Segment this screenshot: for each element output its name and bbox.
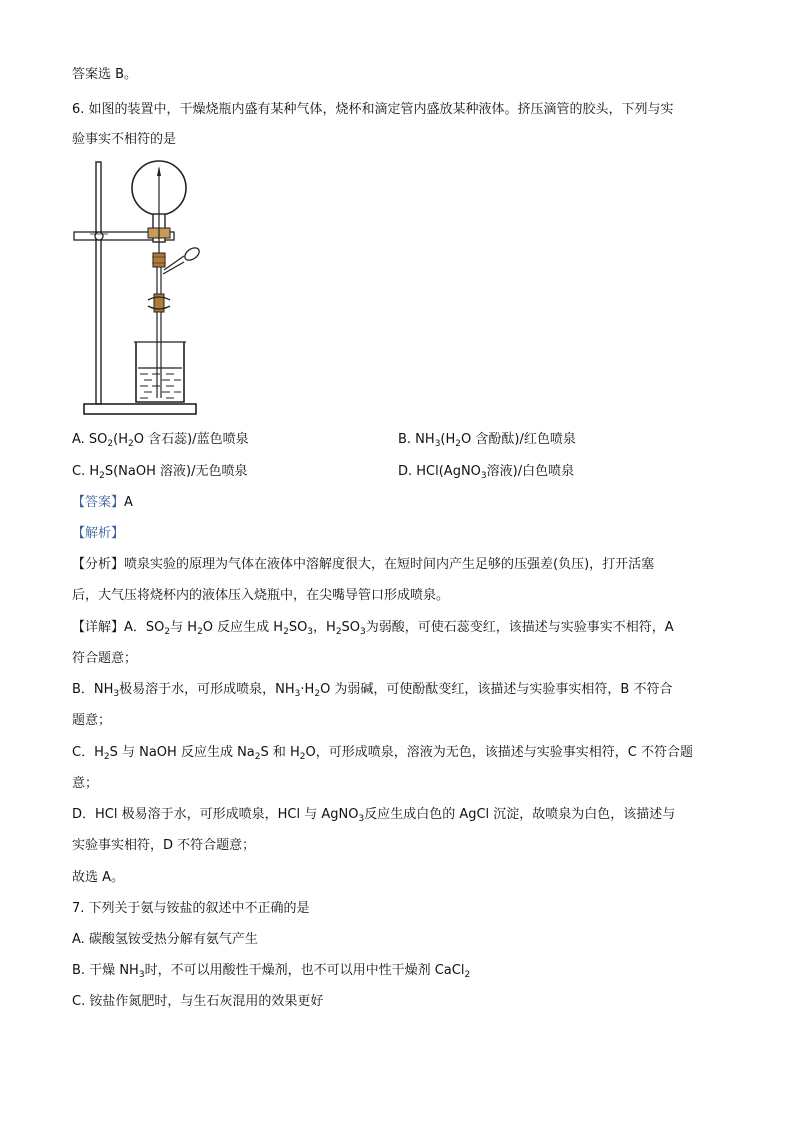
q6-option-d[interactable]: D. HCl(AgNO$_3$溶液)/白色喷泉 <box>398 464 575 481</box>
q7-option-a[interactable]: A. 碳酸氢铵受热分解有氨气产生 <box>72 932 258 947</box>
fenxi-line1: 【分析】喷泉实验的原理为气体在液体中溶解度很大，在短时间内产生足够的压强差(负压)，打开活塞 <box>72 557 655 572</box>
detail-b-line2: 题意； <box>72 713 112 728</box>
detail-b-line1: B．$NH_3$极易溶于水，可形成喷泉，$NH_3\cdot H_2O$ 为弱碱，可使酚酞变红，该描述与实验事实相符，B 不符合 <box>72 682 673 699</box>
detail-a-line2: 符合题意； <box>72 651 138 666</box>
q7-stem: 7. 下列关于氨与铵盐的叙述中不正确的是 <box>72 901 310 916</box>
q7-option-b[interactable]: B. 干燥 $NH_3$时，不可以用酸性干燥剂，也不可以用中性干燥剂 CaCl$_2$ <box>72 963 471 980</box>
beaker <box>136 342 184 402</box>
q7-option-c[interactable]: C. 铵盐作氮肥时，与生石灰混用的效果更好 <box>72 994 324 1009</box>
clamp-screw <box>95 232 103 240</box>
answer-tag: 【答案】 <box>72 495 125 510</box>
q6-option-a[interactable]: A. $SO_2(H_2O$ 含石蕊)/蓝色喷泉 <box>72 432 249 449</box>
q6-stem-line1: 6. 如图的装置中，干燥烧瓶内盛有某种气体，烧杯和滴定管内盛放某种液体。挤压滴管的胶头，下列与实 <box>72 102 674 117</box>
stand-rod <box>96 162 101 404</box>
detail-a-line1: 【详解】A．$SO_2$与 $H_2O$ 反应生成 $H_2SO_3$，$H_2SO_3$为弱酸，可使石蕊变红，该描述与实验事实不相符，A <box>72 620 674 637</box>
detail-d-line1: D．HCl 极易溶于水，可形成喷泉，HCl 与 AgNO$_3$反应生成白色的 AgCl 沉淀，故喷泉为白色，该描述与 <box>72 807 676 824</box>
fenxi-line2: 后，大气压将烧杯内的液体压入烧瓶中，在尖嘴导管口形成喷泉。 <box>72 588 450 603</box>
fenxi-tag: 【分析】 <box>72 557 125 572</box>
detail-c-line1: C．$H_2S$ 与 NaOH 反应生成 $Na_2S$ 和 $H_2O$，可形成喷泉，溶液为无色，该描述与实验事实相符，C 不符合题 <box>72 745 693 762</box>
detail-d-line2: 实验事实相符，D 不符合题意； <box>72 838 256 853</box>
q6-stem-line2: 验事实不相符的是 <box>72 132 177 147</box>
conclusion: 故选 A。 <box>72 870 125 885</box>
stand-base <box>84 404 196 414</box>
xiangjie-tag: 【详解】 <box>72 620 125 635</box>
jet-tip <box>157 166 161 176</box>
q6-option-b[interactable]: B. $NH_3(H_2O$ 含酚酞)/红色喷泉 <box>398 432 576 449</box>
fountain-apparatus-figure <box>70 158 200 420</box>
detail-c-line2: 意； <box>72 776 99 791</box>
analysis-tag: 【解析】 <box>72 526 125 541</box>
q6-answer: 【答案】A <box>72 495 133 510</box>
dropper-bulb <box>183 245 200 262</box>
rubber-sleeve <box>153 253 165 267</box>
q6-option-c[interactable]: C. $H_2S(NaOH$ 溶液)/无色喷泉 <box>72 464 248 481</box>
prev-answer: 答案选 B。 <box>72 67 138 82</box>
